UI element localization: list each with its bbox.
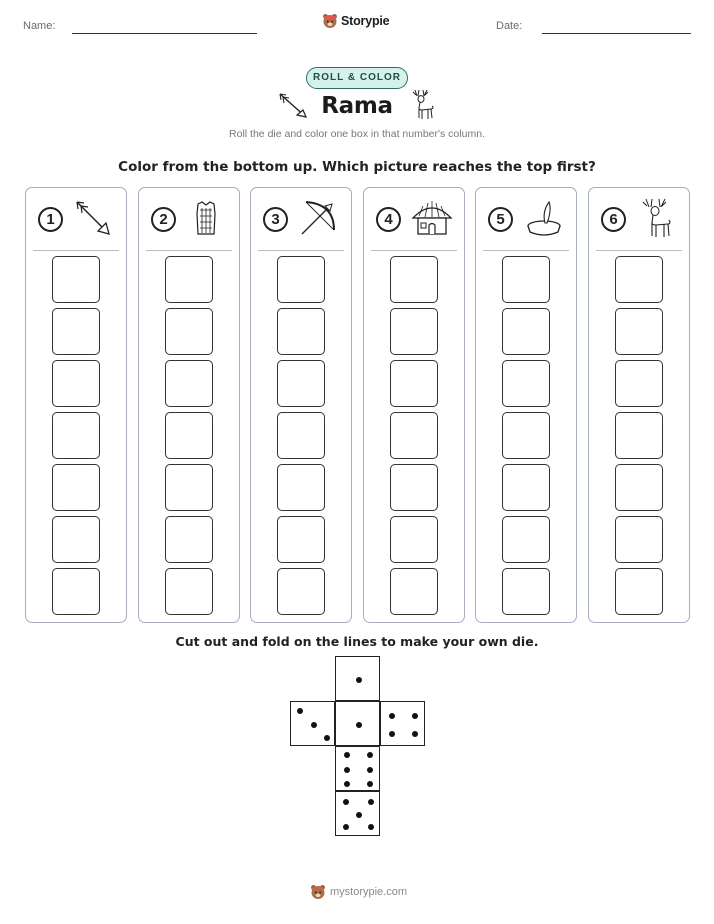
roll-and-color-badge: ROLL & COLOR [306, 67, 408, 89]
die-pip [412, 713, 418, 719]
die-face-4 [380, 701, 425, 746]
die-pip [356, 812, 362, 818]
instruction: Color from the bottom up. Which picture reaches the top first? [118, 159, 596, 175]
die-pip [389, 731, 395, 737]
color-box[interactable] [390, 568, 438, 615]
color-box[interactable] [277, 568, 325, 615]
die-face-6 [335, 746, 380, 791]
color-box[interactable] [277, 412, 325, 459]
column-1 [25, 187, 127, 623]
color-box[interactable] [165, 412, 213, 459]
color-box[interactable] [390, 516, 438, 563]
column-number: 6 [601, 207, 626, 232]
brand-logo [322, 13, 389, 29]
column-2 [138, 187, 240, 623]
column-number: 4 [376, 207, 401, 232]
die-pip [356, 722, 362, 728]
die-pip [344, 752, 350, 758]
date-line[interactable] [542, 33, 691, 34]
color-box[interactable] [165, 516, 213, 563]
subtitle: Roll the die and color one box in that number's column. [229, 128, 485, 140]
color-box[interactable] [277, 360, 325, 407]
color-box[interactable] [502, 412, 550, 459]
die-pip [368, 824, 374, 830]
color-box[interactable] [277, 516, 325, 563]
column-header [371, 188, 457, 251]
color-box[interactable] [390, 308, 438, 355]
color-box[interactable] [615, 360, 663, 407]
color-box[interactable] [52, 464, 100, 511]
die-pip [368, 799, 374, 805]
color-box[interactable] [277, 464, 325, 511]
color-box[interactable] [165, 568, 213, 615]
color-box[interactable] [502, 360, 550, 407]
color-box[interactable] [390, 360, 438, 407]
color-box[interactable] [52, 568, 100, 615]
die-pip [389, 713, 395, 719]
name-line[interactable] [72, 33, 257, 34]
die-pip [412, 731, 418, 737]
date-label: Date: [496, 20, 523, 32]
color-box[interactable] [52, 516, 100, 563]
die-pip [343, 824, 349, 830]
color-box[interactable] [277, 308, 325, 355]
crown-icon [521, 196, 567, 245]
color-box[interactable] [52, 308, 100, 355]
die-pip [343, 799, 349, 805]
color-box[interactable] [52, 256, 100, 303]
column-number: 5 [488, 207, 513, 232]
column-6 [588, 187, 690, 623]
color-box[interactable] [390, 464, 438, 511]
column-header [483, 188, 569, 251]
storypie-bear-logo-icon [322, 13, 338, 29]
color-box[interactable] [502, 568, 550, 615]
bow-and-arrow-icon [296, 196, 340, 245]
die-pip [311, 722, 317, 728]
color-box[interactable] [502, 308, 550, 355]
color-box[interactable] [165, 464, 213, 511]
die-face-1 [335, 701, 380, 746]
column-number: 2 [151, 207, 176, 232]
column-header [258, 188, 344, 251]
die-face-1 [335, 656, 380, 701]
deer-icon [634, 196, 678, 245]
column-5 [475, 187, 577, 623]
die-pip [297, 708, 303, 714]
arrow-icon [71, 196, 115, 245]
name-label: Name: [23, 20, 56, 32]
color-box[interactable] [502, 516, 550, 563]
color-box[interactable] [615, 464, 663, 511]
footer [310, 884, 407, 900]
die-face-3 [290, 701, 335, 746]
brand-name: Storypie [341, 14, 390, 28]
die-pip [356, 677, 362, 683]
column-header [33, 188, 119, 251]
color-box[interactable] [52, 412, 100, 459]
color-box[interactable] [165, 308, 213, 355]
color-box[interactable] [615, 256, 663, 303]
die-pip [367, 781, 373, 787]
page-title: Rama [321, 93, 393, 119]
color-box[interactable] [165, 360, 213, 407]
die-pip [344, 767, 350, 773]
color-box[interactable] [615, 568, 663, 615]
column-header [596, 188, 682, 251]
bark-garment-icon [184, 196, 228, 245]
die-instruction: Cut out and fold on the lines to make your own die. [175, 634, 539, 649]
thatched-hut-icon [409, 196, 455, 245]
storypie-bear-logo-icon [310, 884, 326, 900]
footer-url: mystorypie.com [330, 886, 408, 898]
color-box[interactable] [390, 256, 438, 303]
color-box[interactable] [502, 256, 550, 303]
die-pip [367, 767, 373, 773]
color-box[interactable] [502, 464, 550, 511]
die-face-5 [335, 791, 380, 836]
color-box[interactable] [390, 412, 438, 459]
die-pip [367, 752, 373, 758]
column-number: 1 [38, 207, 63, 232]
color-box[interactable] [615, 516, 663, 563]
die-pip [344, 781, 350, 787]
die-pip [324, 735, 330, 741]
column-3 [250, 187, 352, 623]
color-box[interactable] [52, 360, 100, 407]
column-number: 3 [263, 207, 288, 232]
color-box[interactable] [615, 412, 663, 459]
color-box[interactable] [277, 256, 325, 303]
color-box[interactable] [165, 256, 213, 303]
deer-icon [406, 88, 436, 122]
color-box[interactable] [615, 308, 663, 355]
column-header [146, 188, 232, 251]
column-4 [363, 187, 465, 623]
